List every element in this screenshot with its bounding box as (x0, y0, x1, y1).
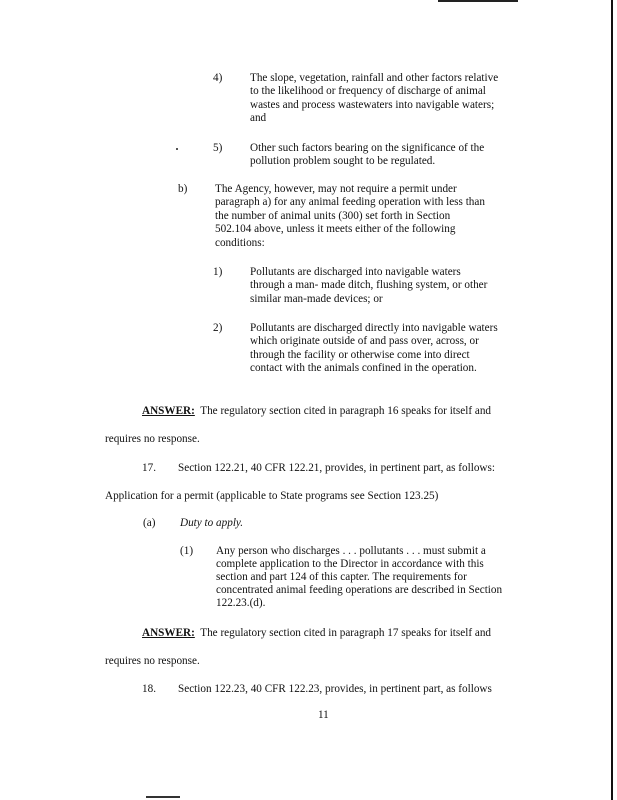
sub-1-text: Any person who discharges . . . pollutants . . . must submit a complete application to the Director in accordance with this section and part 124 of this capter. The requirements for concentrated animal feeding operations are described in Section 122.23.(d). (216, 545, 503, 609)
item-4-text: The slope, vegetation, rainfall and other factors relative to the likelihood or frequency of discharge of animal wastes and process wastewaters into navigable waters; and (250, 72, 499, 125)
item-1-label: 1) (213, 266, 223, 278)
item-5-label: 5) (213, 142, 223, 154)
application-heading: Application for a permit (applicable to State programs see Section 123.25) (105, 490, 439, 502)
para-17-text: Section 122.21, 40 CFR 122.21, provides, in pertinent part, as follows: (178, 462, 495, 474)
answer-16-label: ANSWER: (142, 405, 195, 417)
item-2-text: Pollutants are discharged directly into navigable waters which originate outside of and pass over, across, or through the facility or otherwise come into direct contact with the animals confined in the operation. (250, 322, 498, 375)
page-right-edge (611, 0, 613, 800)
sub-1-label: (1) (180, 545, 194, 557)
stray-dot (176, 148, 178, 150)
answer-17-continuation: requires no response. (105, 655, 200, 667)
item-5-text: Other such factors bearing on the significance of the pollution problem sought to be regulated. (250, 142, 485, 168)
sub-a-label: (a) (143, 517, 156, 529)
page-top-mark (438, 0, 518, 2)
para-18-number: 18. (142, 683, 156, 695)
sub-a-text: Duty to apply. (180, 517, 244, 529)
item-b-label: b) (178, 183, 188, 195)
page-bottom-mark (146, 796, 180, 798)
answer-16-text: The regulatory section cited in paragraph 16 speaks for itself and (200, 405, 492, 417)
para-18-text: Section 122.23, 40 CFR 122.23, provides, in pertinent part, as follows (178, 683, 492, 695)
item-b-text: The Agency, however, may not require a permit under paragraph a) for any animal feeding operation with less than the number of animal units (300) set forth in Section 502.104 above, unless it meets either of the following conditions: (215, 183, 485, 249)
item-2-label: 2) (213, 322, 223, 334)
item-4-label: 4) (213, 72, 223, 84)
item-1-text: Pollutants are discharged into navigable waters through a man- made ditch, flushing system, or other similar man-made devices; or (250, 266, 488, 305)
answer-17-line (142, 627, 491, 640)
para-17-number: 17. (142, 462, 156, 474)
answer-16-line (142, 405, 491, 418)
page-number: 11 (318, 709, 329, 721)
answer-16-continuation: requires no response. (105, 433, 200, 445)
answer-17-text: The regulatory section cited in paragraph 17 speaks for itself and (200, 627, 492, 639)
answer-17-label: ANSWER: (142, 627, 195, 639)
